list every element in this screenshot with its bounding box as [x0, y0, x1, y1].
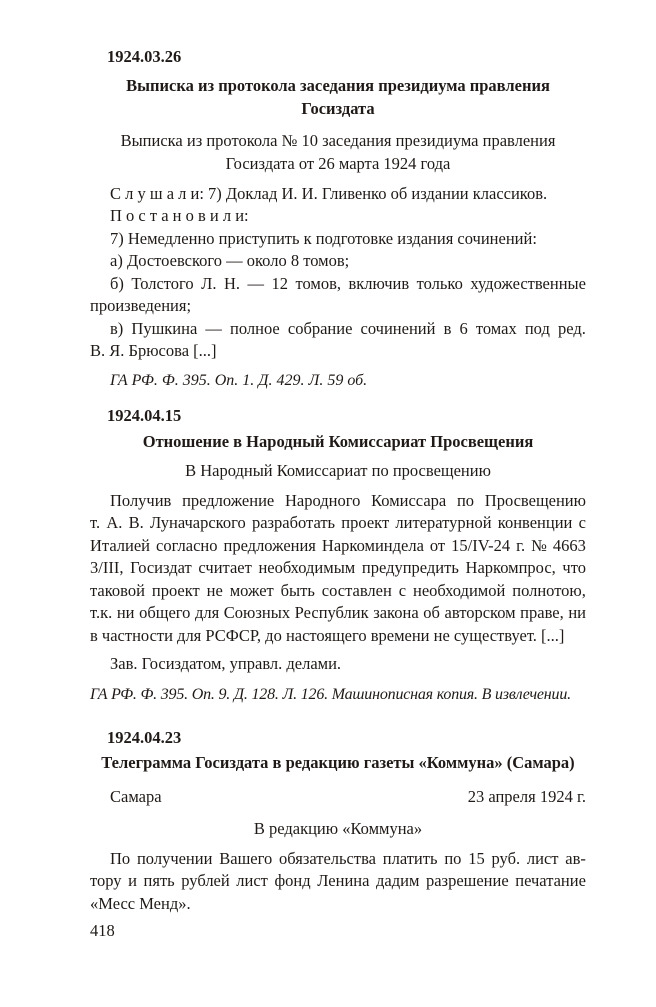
word: праве, [520, 603, 564, 622]
archival-source: ГА РФ. Ф. 395. Оп. 9. Д. 128. Л. 126. Машинописная копия. В извлечении. [90, 686, 571, 703]
word: получении [136, 849, 213, 868]
word: разработать [251, 513, 336, 532]
word: и [128, 871, 137, 890]
body-line: «Месс Менд». [90, 894, 191, 913]
word: Просвещению [484, 491, 586, 510]
body-line: В. Я. Брюсова [...] [90, 341, 217, 360]
word: 4663 [552, 536, 586, 555]
word: Получив [110, 491, 172, 510]
document-title-line: Выписка из протокола заседания президиума правления [126, 76, 550, 95]
word: таковой [90, 581, 145, 600]
word: разрешение [425, 871, 509, 890]
body-line [90, 602, 586, 624]
word: — [247, 274, 264, 293]
word: 15/IV-24 [451, 536, 511, 555]
word: проект [151, 581, 200, 600]
word: томов, [295, 274, 341, 293]
body-line [90, 848, 586, 870]
signature-line: Зав. Госиздатом, управл. делами. [110, 654, 342, 673]
document-title-line: Телеграмма Госиздата в редакцию газеты «Коммуна» (Самара) [101, 753, 575, 772]
body-line [90, 557, 586, 579]
body-line: произведения; [90, 296, 192, 315]
place-date-row [90, 786, 586, 808]
word: 6 [459, 319, 468, 338]
word: собрание [287, 319, 353, 338]
word: по [456, 491, 475, 510]
word: Л. [201, 274, 217, 293]
word: Народного [284, 491, 361, 510]
word: дадим [376, 871, 420, 890]
body-line [90, 535, 586, 557]
addressee-line: В редакцию «Коммуна» [253, 819, 423, 838]
word: авторском [444, 603, 516, 622]
word: ни [116, 603, 135, 622]
document-date: 1924.04.23 [107, 728, 182, 747]
archival-source: ГА РФ. Ф. 395. Оп. 1. Д. 429. Л. 59 об. [110, 372, 368, 389]
body-line [90, 580, 586, 602]
word: быть [280, 581, 315, 600]
word: 12 [271, 274, 288, 293]
word: закона [373, 603, 419, 622]
word: только [416, 274, 463, 293]
word: под [524, 319, 550, 338]
word: ав- [565, 849, 586, 868]
word: конвенции [497, 513, 573, 532]
word: ни [568, 603, 586, 622]
word: согласно [156, 536, 218, 555]
body-line: С л у ш а л и: 7) Доклад И. И. Гливенко об издании классиков. [110, 184, 548, 203]
word: рублей [181, 871, 230, 890]
body-line [90, 512, 586, 534]
word: лист [236, 871, 268, 890]
document-date: 1924.03.26 [107, 47, 182, 66]
word: Н. [223, 274, 240, 293]
word: фонд [274, 871, 311, 890]
word: Вашего [219, 849, 273, 868]
word: Союзных [223, 603, 291, 622]
word: включив [348, 274, 410, 293]
document-title-line: Отношение в Народный Комиссариат Просвещения [142, 432, 534, 451]
word: тору [90, 871, 122, 890]
word: 15 [468, 849, 485, 868]
word: г. [516, 536, 526, 555]
word: А. [106, 513, 123, 532]
word: лист [526, 849, 559, 868]
word: б) [110, 274, 124, 293]
word: Наркоминдела [321, 536, 424, 555]
word: руб. [491, 849, 521, 868]
word: сочинений [360, 319, 436, 338]
word: в [443, 319, 452, 338]
word: В. [128, 513, 144, 532]
word: художественные [470, 274, 586, 293]
word: Республик [294, 603, 369, 622]
body-line: П о с т а н о в и л и: [110, 206, 249, 225]
word: 3/III, [90, 558, 124, 577]
word: в) [110, 319, 124, 338]
document-title-line: Госиздата [301, 99, 375, 118]
word: Комиссара [371, 491, 447, 510]
word: томах [475, 319, 517, 338]
place-name: Самара [110, 787, 162, 806]
word: — [205, 319, 222, 338]
word: т.к. [90, 603, 113, 622]
word: ред. [557, 319, 586, 338]
word: обязательства [279, 849, 376, 868]
word: проект [341, 513, 390, 532]
word: от [429, 536, 446, 555]
word: с [398, 581, 407, 600]
word: т. [90, 513, 101, 532]
word: общего [139, 603, 191, 622]
document-dated: 23 апреля 1924 г. [467, 787, 586, 806]
word: полнотою, [512, 581, 586, 600]
word: Луначарского [149, 513, 246, 532]
word: считает [198, 558, 252, 577]
word: Италией [90, 536, 151, 555]
word: составлен [321, 581, 392, 600]
word: Пушкина [131, 319, 198, 338]
word: для [194, 603, 220, 622]
body-line: в частности для РСФСР, до настоящего времени не существует. [...] [90, 626, 565, 645]
word: предложение [182, 491, 275, 510]
body-line [90, 273, 586, 295]
word: необходимым [258, 558, 356, 577]
document-date: 1924.04.15 [107, 406, 182, 425]
page-number: 418 [90, 921, 115, 940]
word: пять [143, 871, 175, 890]
word: может [229, 581, 274, 600]
word: с [578, 513, 586, 532]
body-line [90, 318, 586, 340]
word: по [444, 849, 462, 868]
word: что [562, 558, 586, 577]
word: Госиздат [130, 558, 192, 577]
document-subtitle-line: Выписка из протокола № 10 заседания президиума правления [120, 131, 556, 150]
body-line [90, 490, 586, 512]
word: литературной [395, 513, 492, 532]
addressee-line: В Народный Комиссариат по просвещению [185, 461, 491, 480]
word: предложения [223, 536, 316, 555]
word: необходимой [412, 581, 506, 600]
word: предупредить [361, 558, 459, 577]
word: полное [230, 319, 280, 338]
document-subtitle-line: Госиздата от 26 марта 1924 года [225, 154, 451, 173]
word: об [423, 603, 440, 622]
word: Наркомпрос, [465, 558, 556, 577]
body-line [90, 870, 586, 892]
word: Ленина [317, 871, 370, 890]
word: платить [382, 849, 438, 868]
word: не [206, 581, 223, 600]
body-line: 7) Немедленно приступить к подготовке издания сочинений: [110, 229, 537, 248]
word: № [531, 536, 547, 555]
body-line: а) Достоевского — около 8 томов; [110, 251, 350, 270]
word: печатание [515, 871, 586, 890]
word: По [110, 849, 131, 868]
word: Толстого [131, 274, 194, 293]
